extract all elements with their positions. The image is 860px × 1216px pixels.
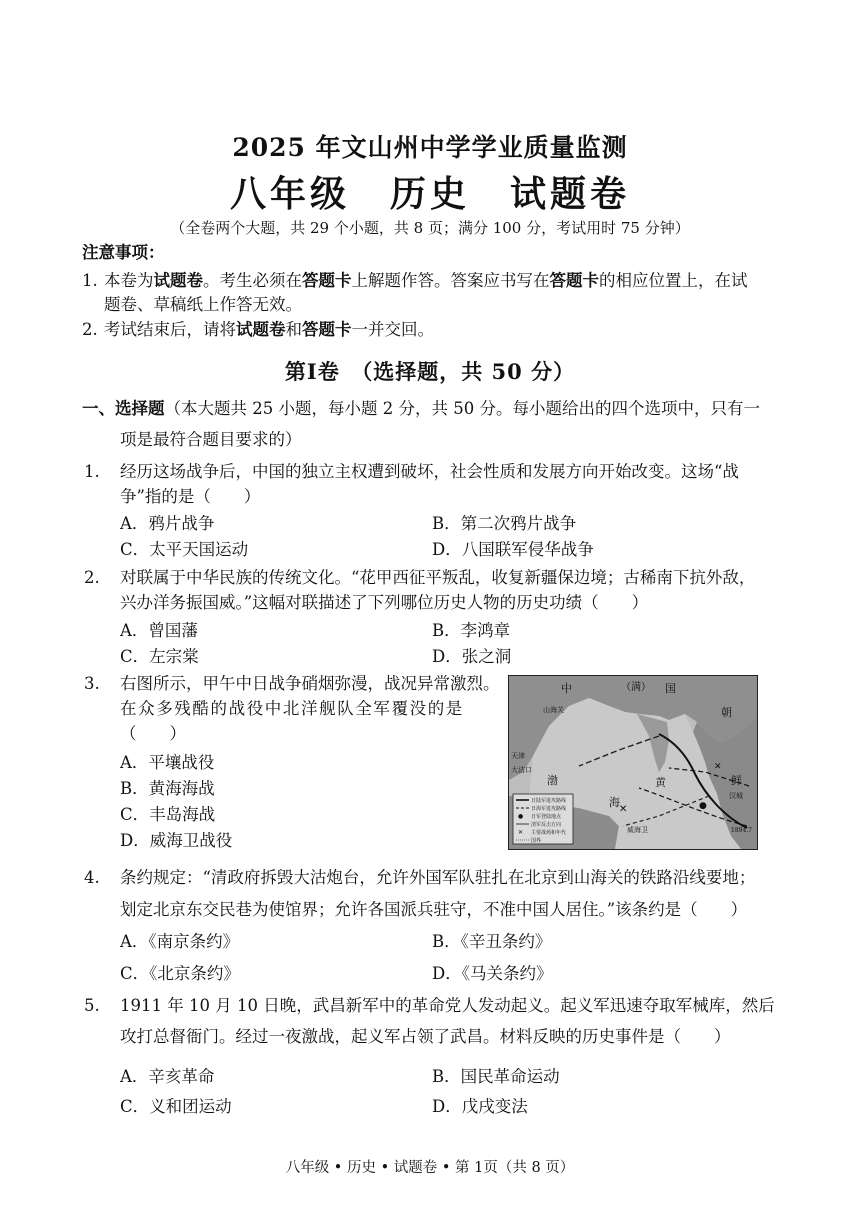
question-5-stem: 1911 年 10 月 10 日晚，武昌新军中的革命党人发动起义。起义军迅速夺取军械库，然后	[120, 996, 775, 1015]
notice-item-1: 本卷为试题卷。考生必须在答题卡上解题作答。答案应书写在答题卡的相应位置上，在试	[104, 271, 748, 290]
question-2-number: 2.	[84, 568, 100, 587]
question-2-option-a[interactable]: A．曾国藩	[120, 621, 198, 640]
legend-label-3: 日军登陆地点	[531, 814, 562, 820]
question-5-option-a[interactable]: A．辛亥革命	[120, 1067, 215, 1086]
map-label-china-left: 中	[561, 682, 572, 695]
legend-label-4: 清军反击方向	[531, 822, 562, 828]
notice-item-1-cont: 题卷、草稿纸上作答无效。	[104, 295, 302, 314]
part-1-heading: 一、选择题（本大题共 25 小题，每小题 2 分，共 50 分。每小题给出的四个选项中，只有一	[82, 399, 760, 418]
map-label-sea-bo: 渤	[547, 774, 558, 787]
question-2-option-d[interactable]: D．张之洞	[432, 647, 512, 666]
question-2-stem: 对联属于中华民族的传统文化。“花甲西征平叛乱，收复新疆保边境；古稀南下抗外敌，	[120, 568, 756, 587]
question-2-option-b[interactable]: B．李鸿章	[432, 621, 511, 640]
question-3-stem: 右图所示，甲午中日战争硝烟弥漫，战况异常激烈。	[120, 674, 500, 693]
map-label-date: 1894.7	[731, 827, 752, 834]
notice-heading: 注意事项：	[82, 243, 165, 262]
question-1-number: 1.	[84, 462, 100, 481]
question-4-option-a[interactable]: A．《南京条约》	[120, 932, 240, 951]
question-3-stem-cont: 在众多残酷的战役中北洋舰队全军覆没的是	[120, 699, 464, 718]
question-4-number: 4.	[84, 868, 100, 887]
question-2-option-c[interactable]: C．左宗棠	[120, 647, 199, 666]
exam-info: （全卷两个大题，共 29 个小题，共 8 页；满分 100 分，考试用时 75 分钟）	[170, 219, 690, 237]
question-1-stem-cont: 争”指的是（ ）	[120, 487, 261, 506]
question-5-option-b[interactable]: B．国民革命运动	[432, 1067, 560, 1086]
question-3-option-b[interactable]: B．黄海海战	[120, 779, 215, 798]
question-1-option-a[interactable]: A．鸦片战争	[120, 514, 215, 533]
map-label-shanhaiguan: 山海关	[543, 706, 564, 714]
exam-title: 2025 年文山州中学学业质量监测	[232, 133, 628, 162]
landing-marker-icon: ●	[699, 801, 707, 811]
map-label-sea-hai: 海	[609, 796, 620, 809]
question-5-option-c[interactable]: C．义和团运动	[120, 1097, 232, 1116]
question-5-stem-cont: 攻打总督衙门。经过一夜激战，起义军占领了武昌。材料反映的历史事件是（ ）	[120, 1027, 731, 1046]
question-1-option-d[interactable]: D．八国联军侵华战争	[432, 540, 594, 559]
map-label-china-paren: （满）	[621, 682, 651, 693]
question-1-option-c[interactable]: C．太平天国运动	[120, 540, 249, 559]
map-label-dagukou: 大沽口	[511, 766, 532, 774]
map-label-weihaiwei: 威海卫	[627, 826, 648, 834]
notice-item-2: 考试结束后，请将试题卷和答题卡一并交回。	[104, 320, 434, 339]
battle-marker-icon-2: ✕	[714, 762, 722, 772]
legend-label-2: 日海军进攻路线	[531, 806, 567, 812]
legend-battle-icon: ✕	[518, 829, 524, 836]
question-1-option-b[interactable]: B．第二次鸦片战争	[432, 514, 577, 533]
question-1-stem: 经历这场战争后，中国的独立主权遭到破坏，社会性质和发展方向开始改变。这场“战	[120, 462, 739, 481]
legend-landing-icon: ●	[518, 813, 524, 820]
question-2-stem-cont: 兴办洋务振国威。”这幅对联描述了下列哪位历史人物的历史功绩（ ）	[120, 593, 649, 612]
legend-label-1: 日陆军进攻路线	[531, 798, 567, 804]
legend-label-5: 主要战场和年代	[531, 830, 567, 836]
question-4-option-b[interactable]: B．《辛丑条约》	[432, 932, 552, 951]
question-4-stem-cont: 划定北京东交民巷为使馆界；允许各国派兵驻守，不准中国人居住。”该条约是（ ）	[120, 900, 748, 919]
map-label-sea-huang: 黄	[655, 776, 666, 789]
question-4-stem: 条约规定：“清政府拆毁大沽炮台，允许外国军队驻扎在北京到山海关的铁路沿线要地；	[120, 868, 756, 887]
map-label-china-right: 国	[665, 682, 676, 695]
part-1-desc-cont: 项是最符合题目要求的）	[120, 430, 302, 449]
map-label-korea: 朝	[721, 706, 732, 719]
map-label-sea-xian: 鲜	[731, 774, 742, 787]
sino-japanese-war-map	[508, 675, 758, 850]
question-5-option-d[interactable]: D．戊戌变法	[432, 1097, 528, 1116]
notice-item-2-number: 2.	[82, 320, 98, 339]
question-3-option-c[interactable]: C．丰岛海战	[120, 805, 216, 824]
exam-subject-title: 八年级 历史 试题卷	[229, 173, 630, 215]
question-4-option-c[interactable]: C．《北京条约》	[120, 964, 240, 983]
question-3-option-d[interactable]: D．威海卫战役	[120, 831, 233, 850]
question-3-option-a[interactable]: A．平壤战役	[120, 753, 215, 772]
battle-marker-icon: ✕	[619, 804, 628, 815]
question-3-number: 3.	[84, 674, 100, 693]
legend-label-6: 国界	[531, 838, 542, 844]
page-footer: 八年级 • 历史 • 试题卷 • 第 1页（共 8 页）	[285, 1160, 575, 1176]
map-drawing	[509, 676, 757, 849]
map-label-hancheng: 汉城	[729, 792, 743, 800]
question-5-number: 5.	[84, 996, 100, 1015]
map-label-tianjin: 天津	[511, 752, 525, 760]
section-title: 第Ⅰ卷 （选择题，共 50 分）	[284, 359, 576, 384]
question-4-option-d[interactable]: D．《马关条约》	[432, 964, 553, 983]
question-3-stem-cont-2: （ ）	[120, 724, 186, 743]
notice-item-1-number: 1.	[82, 271, 98, 290]
